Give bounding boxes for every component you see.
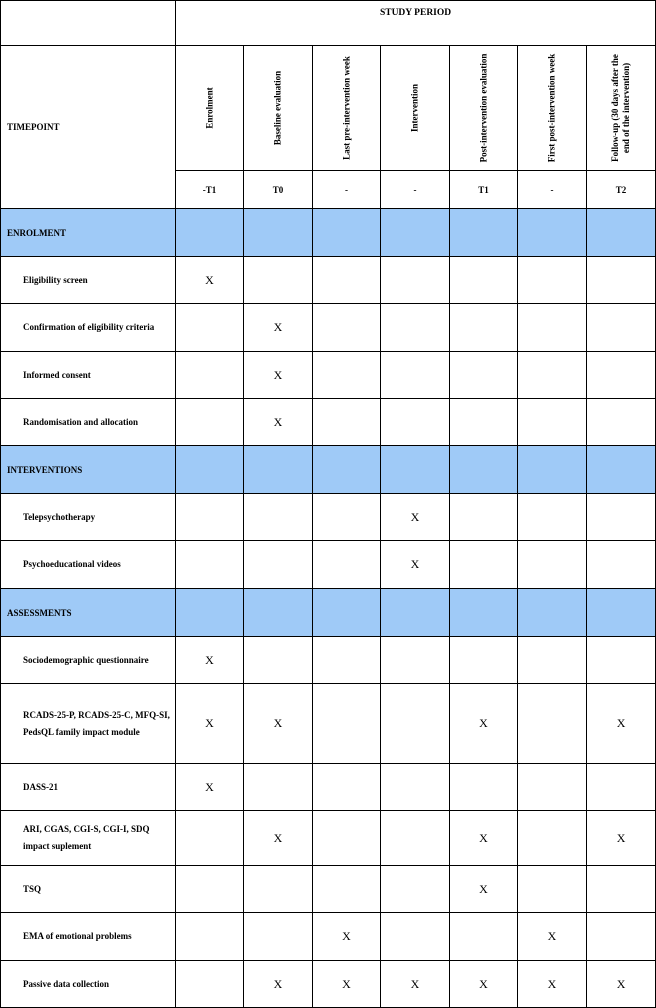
- empty-cell: [381, 811, 450, 866]
- row-label: Confirmation of eligibility criteria: [1, 304, 176, 352]
- empty-cell: [450, 304, 518, 352]
- empty-cell: [518, 684, 587, 764]
- empty-cell: [176, 304, 244, 352]
- section-cell: [450, 589, 518, 637]
- header-row-study-period: [1, 1, 656, 46]
- empty-cell: [381, 684, 450, 764]
- table-row: [1, 399, 656, 446]
- schedule-mark: X: [450, 961, 518, 1008]
- section-cell: [313, 209, 381, 257]
- schedule-mark: X: [244, 811, 313, 866]
- row-label: Sociodemographic questionnaire: [1, 637, 176, 684]
- timepoint-column-header: [176, 46, 244, 171]
- schedule-mark: X: [244, 961, 313, 1008]
- schedule-mark: X: [244, 399, 313, 446]
- empty-cell: [587, 494, 656, 541]
- section-title: ENROLMENT: [1, 209, 176, 257]
- empty-cell: [176, 494, 244, 541]
- empty-cell: [381, 764, 450, 811]
- empty-cell: [176, 866, 244, 913]
- row-label: EMA of emotional problems: [1, 913, 176, 961]
- empty-cell: [450, 764, 518, 811]
- schedule-mark: X: [176, 764, 244, 811]
- schedule-mark: X: [587, 811, 656, 866]
- schedule-mark: X: [313, 913, 381, 961]
- timepoint-column-header: [313, 46, 381, 171]
- row-label: Passive data collection: [1, 961, 176, 1008]
- empty-cell: [518, 866, 587, 913]
- empty-cell: [450, 913, 518, 961]
- section-cell: [518, 589, 587, 637]
- empty-cell: [313, 811, 381, 866]
- schedule-mark: X: [176, 257, 244, 304]
- schedule-mark: X: [381, 541, 450, 589]
- empty-cell: [381, 913, 450, 961]
- timepoint-code: -T1: [176, 171, 244, 209]
- empty-cell: [518, 541, 587, 589]
- row-label: Telepsychotherapy: [1, 494, 176, 541]
- timepoint-column-header: [381, 46, 450, 171]
- schedule-mark: X: [381, 494, 450, 541]
- table-row: [1, 637, 656, 684]
- section-cell: [518, 446, 587, 494]
- empty-cell: [381, 399, 450, 446]
- table-row: [1, 913, 656, 961]
- schedule-mark: X: [587, 684, 656, 764]
- row-label: RCADS-25-P, RCADS-25-C, MFQ-SI, PedsQL family impact module: [1, 684, 176, 764]
- timepoint-column-header: [244, 46, 313, 171]
- empty-cell: [313, 494, 381, 541]
- table-row: [1, 541, 656, 589]
- empty-cell: [176, 541, 244, 589]
- empty-cell: [450, 494, 518, 541]
- timepoint-column-header: [587, 46, 656, 171]
- header-row-timepoints: [1, 46, 656, 171]
- empty-cell: [518, 811, 587, 866]
- timepoint-code: -: [381, 171, 450, 209]
- empty-cell: [587, 866, 656, 913]
- empty-cell: [587, 304, 656, 352]
- empty-cell: [244, 637, 313, 684]
- table-row: [1, 866, 656, 913]
- empty-cell: [518, 304, 587, 352]
- empty-cell: [244, 257, 313, 304]
- schedule-mark: X: [244, 304, 313, 352]
- empty-cell: [381, 304, 450, 352]
- table-row: [1, 764, 656, 811]
- schedule-mark: X: [518, 961, 587, 1008]
- schedule-mark: X: [587, 961, 656, 1008]
- empty-cell: [518, 399, 587, 446]
- schedule-mark: X: [176, 684, 244, 764]
- schedule-mark: X: [450, 684, 518, 764]
- empty-cell: [587, 352, 656, 399]
- empty-cell: [587, 913, 656, 961]
- empty-cell: [176, 352, 244, 399]
- section-row-enrolment: [1, 209, 656, 257]
- timepoint-label: Intervention: [409, 84, 420, 132]
- timepoint-code: T0: [244, 171, 313, 209]
- timepoint-label: Enrolment: [204, 87, 214, 129]
- empty-cell: [313, 304, 381, 352]
- empty-cell: [450, 352, 518, 399]
- section-title: ASSESSMENTS: [1, 589, 176, 637]
- empty-cell: [244, 913, 313, 961]
- empty-cell: [176, 961, 244, 1008]
- table-row: [1, 961, 656, 1008]
- section-cell: [450, 209, 518, 257]
- schedule-mark: X: [381, 961, 450, 1008]
- timepoint-code: -: [313, 171, 381, 209]
- schedule-mark: X: [244, 684, 313, 764]
- section-title: INTERVENTIONS: [1, 446, 176, 494]
- empty-cell: [450, 541, 518, 589]
- section-cell: [176, 446, 244, 494]
- row-label: Informed consent: [1, 352, 176, 399]
- timepoint-code: -: [518, 171, 587, 209]
- table-row: [1, 684, 656, 764]
- section-cell: [381, 209, 450, 257]
- empty-cell: [313, 352, 381, 399]
- empty-cell: [176, 811, 244, 866]
- empty-cell: [450, 399, 518, 446]
- empty-cell: [381, 637, 450, 684]
- section-cell: [313, 446, 381, 494]
- empty-cell: [381, 257, 450, 304]
- timepoint-label: Last pre-intervention week: [341, 56, 351, 160]
- empty-cell: [244, 866, 313, 913]
- timepoint-label: Post-intervention evaluation: [478, 53, 488, 163]
- timepoint-column-header: [518, 46, 587, 171]
- timepoint-column-header: [450, 46, 518, 171]
- schedule-mark: X: [244, 352, 313, 399]
- section-row-assessments: [1, 589, 656, 637]
- empty-cell: [313, 637, 381, 684]
- row-label: TSQ: [1, 866, 176, 913]
- empty-cell: [450, 257, 518, 304]
- section-cell: [381, 589, 450, 637]
- section-cell: [244, 209, 313, 257]
- row-label: ARI, CGAS, CGI-S, CGI-I, SDQ impact suplement: [1, 811, 176, 866]
- section-cell: [587, 446, 656, 494]
- empty-cell: [244, 541, 313, 589]
- section-cell: [587, 209, 656, 257]
- study-period-heading: STUDY PERIOD: [176, 1, 656, 46]
- row-label: Psychoeducational videos: [1, 541, 176, 589]
- section-cell: [313, 589, 381, 637]
- empty-cell: [518, 637, 587, 684]
- empty-cell: [176, 913, 244, 961]
- row-label: DASS-21: [1, 764, 176, 811]
- empty-cell: [587, 257, 656, 304]
- row-label: Eligibility screen: [1, 257, 176, 304]
- empty-cell: [244, 494, 313, 541]
- timepoint-heading: TIMEPOINT: [1, 46, 176, 209]
- empty-cell: [313, 399, 381, 446]
- section-cell: [450, 446, 518, 494]
- table-row: [1, 352, 656, 399]
- corner-cell: [1, 1, 176, 46]
- table-row: [1, 494, 656, 541]
- section-cell: [518, 209, 587, 257]
- timepoint-label: Follow-up (30 days after the end of the intervention): [610, 54, 632, 162]
- empty-cell: [518, 352, 587, 399]
- empty-cell: [587, 764, 656, 811]
- schedule-mark: X: [313, 961, 381, 1008]
- empty-cell: [518, 494, 587, 541]
- section-cell: [587, 589, 656, 637]
- schedule-mark: X: [450, 811, 518, 866]
- table-row: [1, 257, 656, 304]
- empty-cell: [450, 637, 518, 684]
- empty-cell: [244, 764, 313, 811]
- section-row-interventions: [1, 446, 656, 494]
- section-cell: [176, 209, 244, 257]
- table-row: [1, 811, 656, 866]
- empty-cell: [381, 352, 450, 399]
- empty-cell: [313, 866, 381, 913]
- schedule-mark: X: [176, 637, 244, 684]
- empty-cell: [313, 541, 381, 589]
- section-cell: [244, 589, 313, 637]
- empty-cell: [176, 399, 244, 446]
- section-cell: [176, 589, 244, 637]
- schedule-mark: X: [518, 913, 587, 961]
- timepoint-label: Baseline evaluation: [272, 70, 283, 146]
- empty-cell: [313, 684, 381, 764]
- empty-cell: [587, 399, 656, 446]
- empty-cell: [313, 257, 381, 304]
- empty-cell: [313, 764, 381, 811]
- empty-cell: [518, 764, 587, 811]
- timepoint-code: T1: [450, 171, 518, 209]
- timepoint-code: T2: [587, 171, 656, 209]
- empty-cell: [587, 541, 656, 589]
- table-row: [1, 304, 656, 352]
- empty-cell: [381, 866, 450, 913]
- empty-cell: [587, 637, 656, 684]
- empty-cell: [518, 257, 587, 304]
- row-label: Randomisation and allocation: [1, 399, 176, 446]
- timepoint-label: First post-intervention week: [546, 53, 557, 163]
- section-cell: [244, 446, 313, 494]
- schedule-mark: X: [450, 866, 518, 913]
- section-cell: [381, 446, 450, 494]
